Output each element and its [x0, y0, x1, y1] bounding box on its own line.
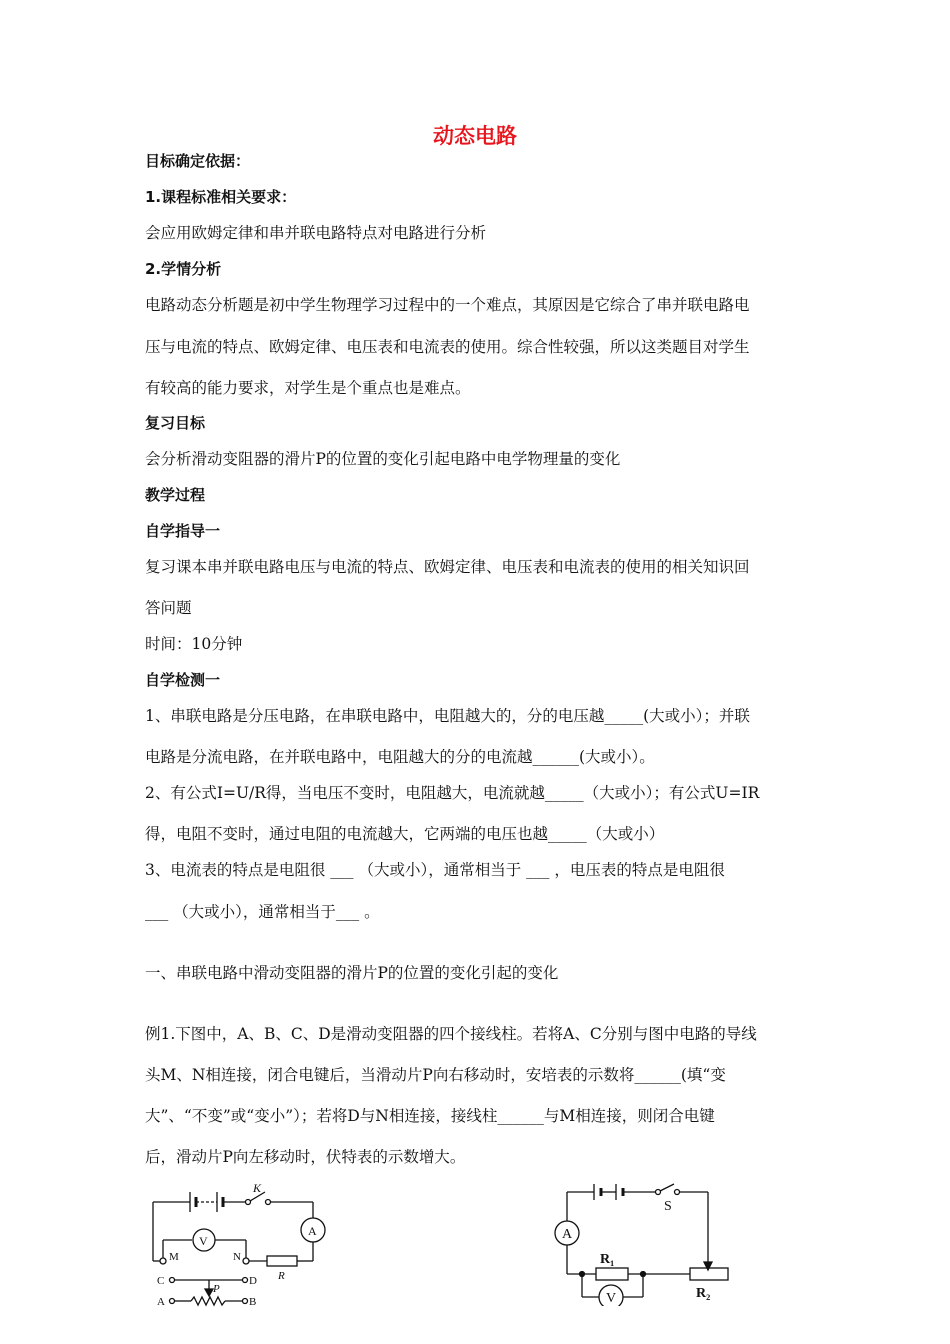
text-line: 大”、“不变”或“变小”）；若将D与N相连接，接线柱______与M相连接，则闭合电键 [145, 1107, 715, 1125]
label-voltmeter: V [606, 1291, 617, 1306]
circuit-diagram-series [550, 1176, 730, 1306]
text-line: 例1.下图中，A、B、C、D是滑动变阻器的四个接线柱。若将A、C分别与图中电路的导线 [145, 1025, 757, 1043]
text-line: 压与电流的特点、欧姆定律、电压表和电流表的使用。综合性较强，所以这类题目对学生 [145, 338, 750, 356]
label-r1: R₁ [600, 1252, 615, 1267]
text-line: 后，滑动片P向左移动时，伏特表的示数增大。 [145, 1148, 466, 1166]
label-n: N [233, 1251, 241, 1263]
text-line: 会应用欧姆定律和串并联电路特点对电路进行分析 [145, 224, 487, 242]
label-a-terminal: A [157, 1296, 165, 1308]
label-p: P [213, 1283, 220, 1295]
label-d: D [249, 1275, 257, 1287]
text-line: 会分析滑动变阻器的滑片P的位置的变化引起电路中电学物理量的变化 [145, 450, 621, 468]
text-line: 得，电阻不变时，通过电阻的电流越大，它两端的电压也越_____（大或小） [145, 825, 665, 843]
text-line: 3、电流表的特点是电阻很 ___ （大或小），通常相当于 ___ ，电压表的特点是电阻很 [145, 861, 725, 879]
text-line: 复习课本串并联电路电压与电流的特点、欧姆定律、电压表和电流表的使用的相关知识回 [145, 558, 750, 576]
label-k: K [253, 1181, 262, 1195]
text-line: 复习目标 [145, 414, 206, 432]
text-line: 1.课程标准相关要求： [145, 188, 297, 206]
label-c: C [157, 1275, 165, 1287]
text-line: 自学检测一 [145, 671, 221, 689]
text-line: 答问题 [145, 599, 192, 617]
label-r2: R₂ [696, 1286, 711, 1301]
text-line: 头M、N相连接，闭合电键后，当滑动片P向右移动时，安培表的示数将______(填“变 [145, 1066, 726, 1084]
text-line: 一、串联电路中滑动变阻器的滑片P的位置的变化引起的变化 [145, 964, 559, 982]
text-line: 目标确定依据： [145, 152, 251, 170]
text-line: 教学过程 [145, 486, 206, 504]
page-title: 动态电路 [433, 124, 517, 148]
label-voltmeter: V [199, 1234, 208, 1248]
label-r: R [278, 1270, 285, 1282]
circuit-diagram-rheostat [145, 1180, 345, 1315]
text-line: 电路动态分析题是初中学生物理学习过程中的一个难点，其原因是它综合了串并联电路电 [145, 296, 750, 314]
text-line: 有较高的能力要求，对学生是个重点也是难点。 [145, 379, 471, 397]
text-line: 2.学情分析 [145, 260, 222, 278]
label-m: M [169, 1251, 179, 1263]
text-line: 时间：10分钟 [145, 635, 243, 653]
text-line: 1、串联电路是分压电路，在串联电路中，电阻越大的，分的电压越_____(大或小）；并联 [145, 707, 750, 725]
text-line: ___ （大或小），通常相当于___ 。 [145, 903, 380, 921]
label-s: S [664, 1199, 672, 1214]
label-b: B [249, 1296, 257, 1308]
label-ammeter: A [562, 1227, 573, 1242]
label-ammeter: A [308, 1224, 317, 1238]
text-line: 2、有公式I=U/R得，当电压不变时，电阻越大，电流就越_____（大或小）；有公式U=IR [145, 784, 760, 802]
text-line: 自学指导一 [145, 522, 221, 540]
text-line: 电路是分流电路，在并联电路中，电阻越大的分的电流越______(大或小）。 [145, 748, 655, 766]
